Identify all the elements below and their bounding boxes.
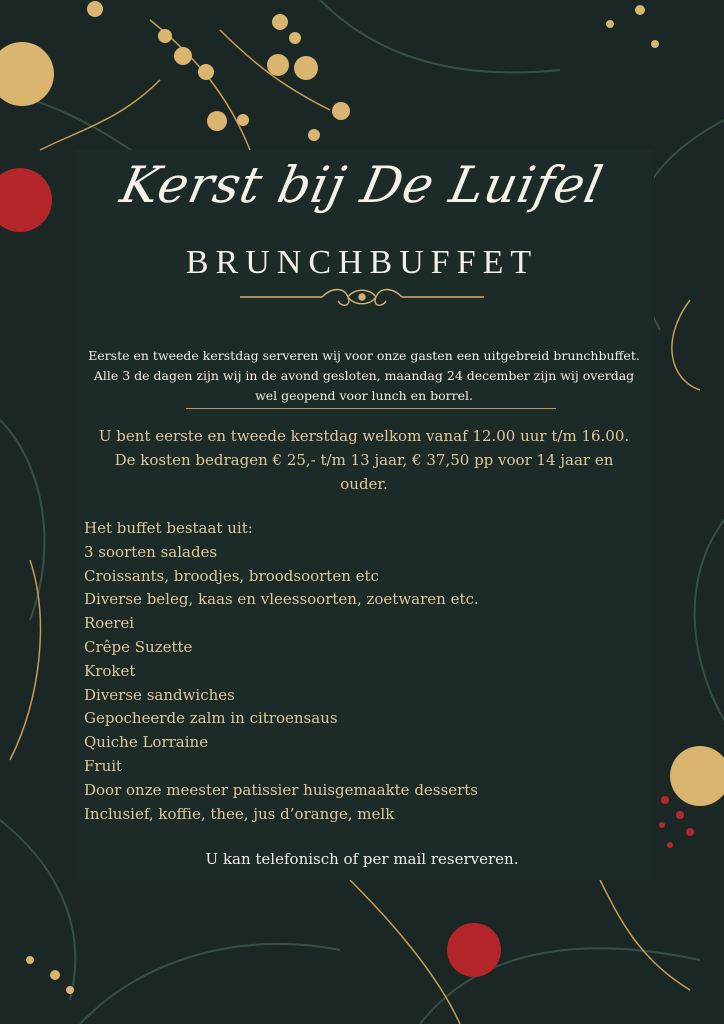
ornament-divider-icon [236, 284, 488, 310]
intro-line: wel geopend voor lunch en borrel. [255, 388, 473, 403]
info-line: U bent eerste en tweede kerstdag welkom vanaf 12.00 uur t/m 16.00. [98, 427, 630, 445]
gold-twig [350, 880, 460, 1024]
reservation-note: U kan telefonisch of per mail reserveren. [205, 850, 519, 868]
intro-line: Alle 3 de dagen zijn wij in de avond gesloten, maandag 24 december zijn wij overdag [93, 368, 635, 383]
gold-twig [600, 880, 690, 990]
pine-branch [0, 820, 75, 1000]
divider-line [186, 408, 556, 409]
buffet-item: Gepocheerde zalm in citroensaus [84, 709, 338, 728]
red-bauble [447, 923, 501, 977]
buffet-item: Fruit [84, 756, 123, 775]
pine-branch [695, 520, 724, 720]
gold-twig [672, 300, 700, 390]
intro-text [80, 346, 648, 406]
buffet-item: Quiche Lorraine [84, 733, 209, 752]
page-title: Kerst bij De Luifel [115, 156, 609, 214]
buffet-heading: Het buffet bestaat uit: [84, 519, 253, 537]
buffet-item: Roerei [84, 614, 135, 633]
buffet-item: 3 soorten salades [84, 542, 218, 561]
info-line: De kosten bedragen € 25,- t/m 13 jaar, € 37,50 pp voor 14 jaar en [114, 451, 614, 469]
opening-info [80, 424, 648, 496]
buffet-item: Diverse beleg, kaas en vleessoorten, zoetwaren etc. [84, 590, 479, 609]
buffet-item: Kroket [84, 661, 136, 680]
pine-branch [320, 0, 560, 72]
gold-bauble [0, 42, 54, 106]
buffet-list [84, 517, 644, 826]
info-line: ouder. [340, 475, 388, 493]
pine-branch [80, 944, 340, 1024]
buffet-item: Croissants, broodjes, broodsoorten etc [84, 566, 379, 585]
buffet-item: Diverse sandwiches [84, 685, 235, 704]
intro-line: Eerste en tweede kerstdag serveren wij voor onze gasten een uitgebreid brunchbuffet. [88, 348, 640, 363]
gold-bauble [670, 746, 724, 806]
buffet-item: Inclusief, koffie, thee, jus d’orange, melk [84, 804, 395, 823]
page-subtitle: BRUNCHBUFFET [185, 244, 539, 281]
buffet-item: Door onze meester patissier huisgemaakte desserts [84, 780, 478, 799]
gold-twig [40, 80, 160, 150]
buffet-item: Crêpe Suzette [84, 637, 193, 656]
gold-twig [10, 560, 40, 760]
